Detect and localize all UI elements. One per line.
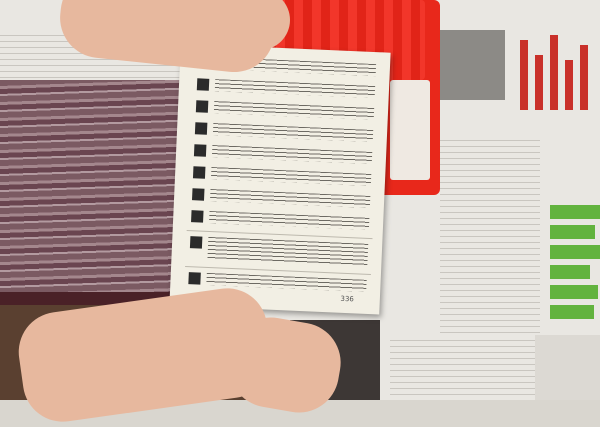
card-item-number xyxy=(193,166,206,179)
card-item-number xyxy=(197,78,210,91)
chart-bar xyxy=(550,225,595,239)
card-page-number: 336 xyxy=(340,294,354,304)
newspaper-red-chart xyxy=(515,20,600,110)
newspaper-photo xyxy=(440,30,505,100)
card-item xyxy=(191,210,369,230)
chart-bar xyxy=(550,245,600,259)
chart-bar xyxy=(520,40,528,110)
card-item-text xyxy=(207,237,368,266)
card-item xyxy=(192,188,370,208)
chart-bar xyxy=(550,285,598,299)
card-item-text xyxy=(212,145,372,164)
card-item xyxy=(197,78,375,98)
chart-bar xyxy=(550,265,590,279)
chart-bar xyxy=(580,45,588,110)
printed-card xyxy=(169,44,390,315)
card-item xyxy=(193,166,371,186)
card-item xyxy=(195,122,373,142)
card-item-text xyxy=(215,79,375,98)
chart-bar xyxy=(535,55,543,110)
chart-bar xyxy=(550,35,558,110)
upper-thumb xyxy=(220,0,290,50)
card-item-number xyxy=(194,144,207,157)
card-item-number xyxy=(190,236,203,249)
card-item-number xyxy=(188,272,201,285)
card-item xyxy=(194,144,372,164)
card-item xyxy=(189,236,368,266)
chart-bar xyxy=(565,60,573,110)
newspaper-green-chart xyxy=(550,200,600,330)
paint-tray-well xyxy=(390,80,430,180)
card-item-text xyxy=(211,167,371,186)
card-item-text xyxy=(214,101,374,120)
newspaper-text-right xyxy=(440,135,540,335)
card-item-text xyxy=(210,189,370,208)
chart-bar xyxy=(550,205,600,219)
card-item-text xyxy=(209,211,369,230)
newspaper-corner xyxy=(535,335,600,400)
card-item-text xyxy=(213,123,373,142)
card-item xyxy=(196,100,374,120)
card-item-number xyxy=(195,122,208,135)
card-item-number xyxy=(196,100,209,113)
card-item-number xyxy=(192,188,205,201)
chart-bar xyxy=(550,305,594,319)
newspaper-text-bottom xyxy=(390,335,540,400)
card-item-number xyxy=(191,210,204,223)
